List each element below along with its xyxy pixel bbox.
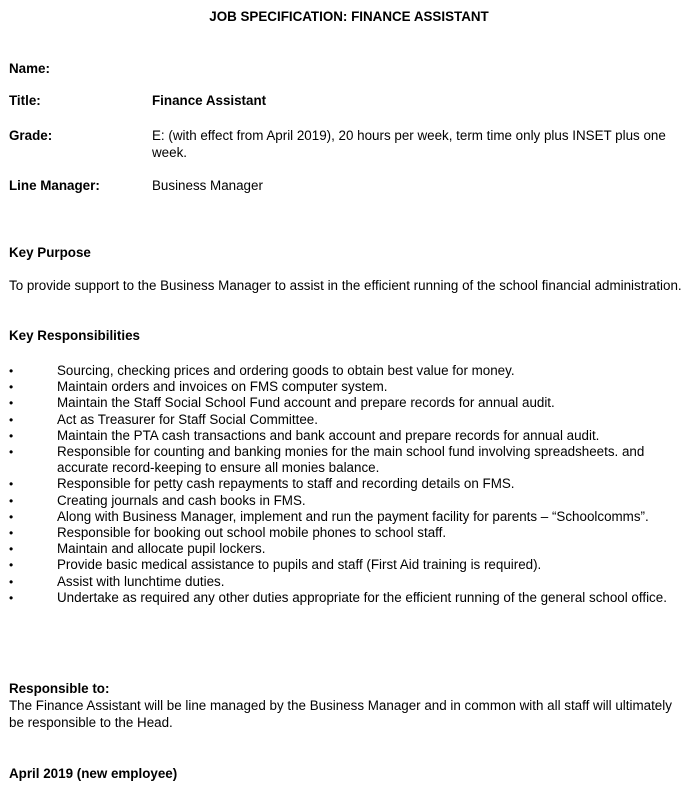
bullet-icon: •: [9, 477, 14, 492]
responsibility-text: Responsible for petty cash repayments to staff and recording details on FMS.: [57, 476, 515, 492]
list-item: [0, 363, 687, 379]
list-item: [0, 395, 687, 411]
line-manager-label: Line Manager:: [9, 178, 100, 193]
bullet-icon: •: [9, 380, 14, 395]
bullet-icon: •: [9, 493, 14, 508]
list-item: [0, 428, 687, 444]
document-title: JOB SPECIFICATION: FINANCE ASSISTANT: [209, 9, 489, 24]
list-item: [0, 590, 687, 606]
bullet-icon: •: [9, 558, 14, 573]
responsibility-text: Maintain orders and invoices on FMS computer system.: [57, 379, 388, 395]
list-item: [0, 476, 687, 492]
title-value: Finance Assistant: [152, 93, 267, 108]
responsibility-text: Sourcing, checking prices and ordering goods to obtain best value for money.: [57, 363, 515, 378]
key-purpose-heading: Key Purpose: [9, 245, 91, 260]
key-responsibilities-heading: Key Responsibilities: [9, 328, 140, 343]
list-item: [0, 412, 687, 428]
list-item: [0, 379, 687, 395]
bullet-icon: •: [9, 509, 14, 524]
date-note: April 2019 (new employee): [9, 766, 178, 781]
responsibility-text: Creating journals and cash books in FMS.: [57, 492, 306, 508]
responsibility-text: Assist with lunchtime duties.: [57, 573, 225, 589]
bullet-icon: •: [9, 412, 14, 427]
name-label: Name:: [9, 61, 50, 76]
title-label: Title:: [9, 93, 41, 108]
responsibilities-list: [0, 363, 698, 606]
key-purpose-text: To provide support to the Business Manager to assist in the efficient running of the school financial administration.: [9, 278, 682, 293]
bullet-icon: •: [9, 574, 14, 589]
responsible-to-text: The Finance Assistant will be line managed by the Business Manager and in common with all staff will ultimately be responsible to the Head.: [9, 698, 672, 730]
responsibility-text: Responsible for counting and banking monies for the main school fund involving spreadsheets. and accurate record-keeping to ensure all monies balance.: [57, 444, 645, 476]
list-item: [0, 493, 687, 509]
list-item: [0, 525, 687, 541]
responsibility-text: Maintain the Staff Social School Fund account and prepare records for annual audit.: [57, 395, 555, 411]
bullet-icon: •: [9, 396, 14, 411]
grade-label: Grade:: [9, 128, 53, 143]
responsibility-text: Responsible for booking out school mobile phones to school staff.: [57, 525, 447, 541]
line-manager-value: Business Manager: [152, 178, 263, 193]
responsibility-text: Maintain and allocate pupil lockers.: [57, 541, 266, 557]
bullet-icon: •: [9, 428, 14, 443]
list-item: [0, 509, 687, 525]
bullet-icon: •: [9, 542, 14, 557]
bullet-icon: •: [9, 445, 14, 460]
list-item: [0, 541, 687, 557]
grade-value: E: (with effect from April 2019), 20 hours per week, term time only plus INSET plus one week.: [152, 128, 666, 160]
list-item: [0, 574, 687, 590]
list-item: [0, 557, 687, 573]
list-item: [0, 444, 687, 476]
responsibility-text: Maintain the PTA cash transactions and bank account and prepare records for annual audit.: [57, 427, 600, 443]
bullet-icon: •: [9, 364, 14, 378]
responsibility-text: Provide basic medical assistance to pupils and staff (First Aid training is required).: [57, 557, 542, 573]
responsibility-text: Along with Business Manager, implement and run the payment facility for parents – “Schoolcomms”.: [57, 508, 649, 524]
bullet-icon: •: [9, 526, 14, 541]
bullet-icon: •: [9, 590, 14, 605]
responsibility-text: Act as Treasurer for Staff Social Committee.: [57, 411, 318, 427]
responsible-to-heading: Responsible to:: [9, 681, 110, 696]
responsibility-text: Undertake as required any other duties appropriate for the efficient running of the general school office.: [57, 589, 667, 605]
